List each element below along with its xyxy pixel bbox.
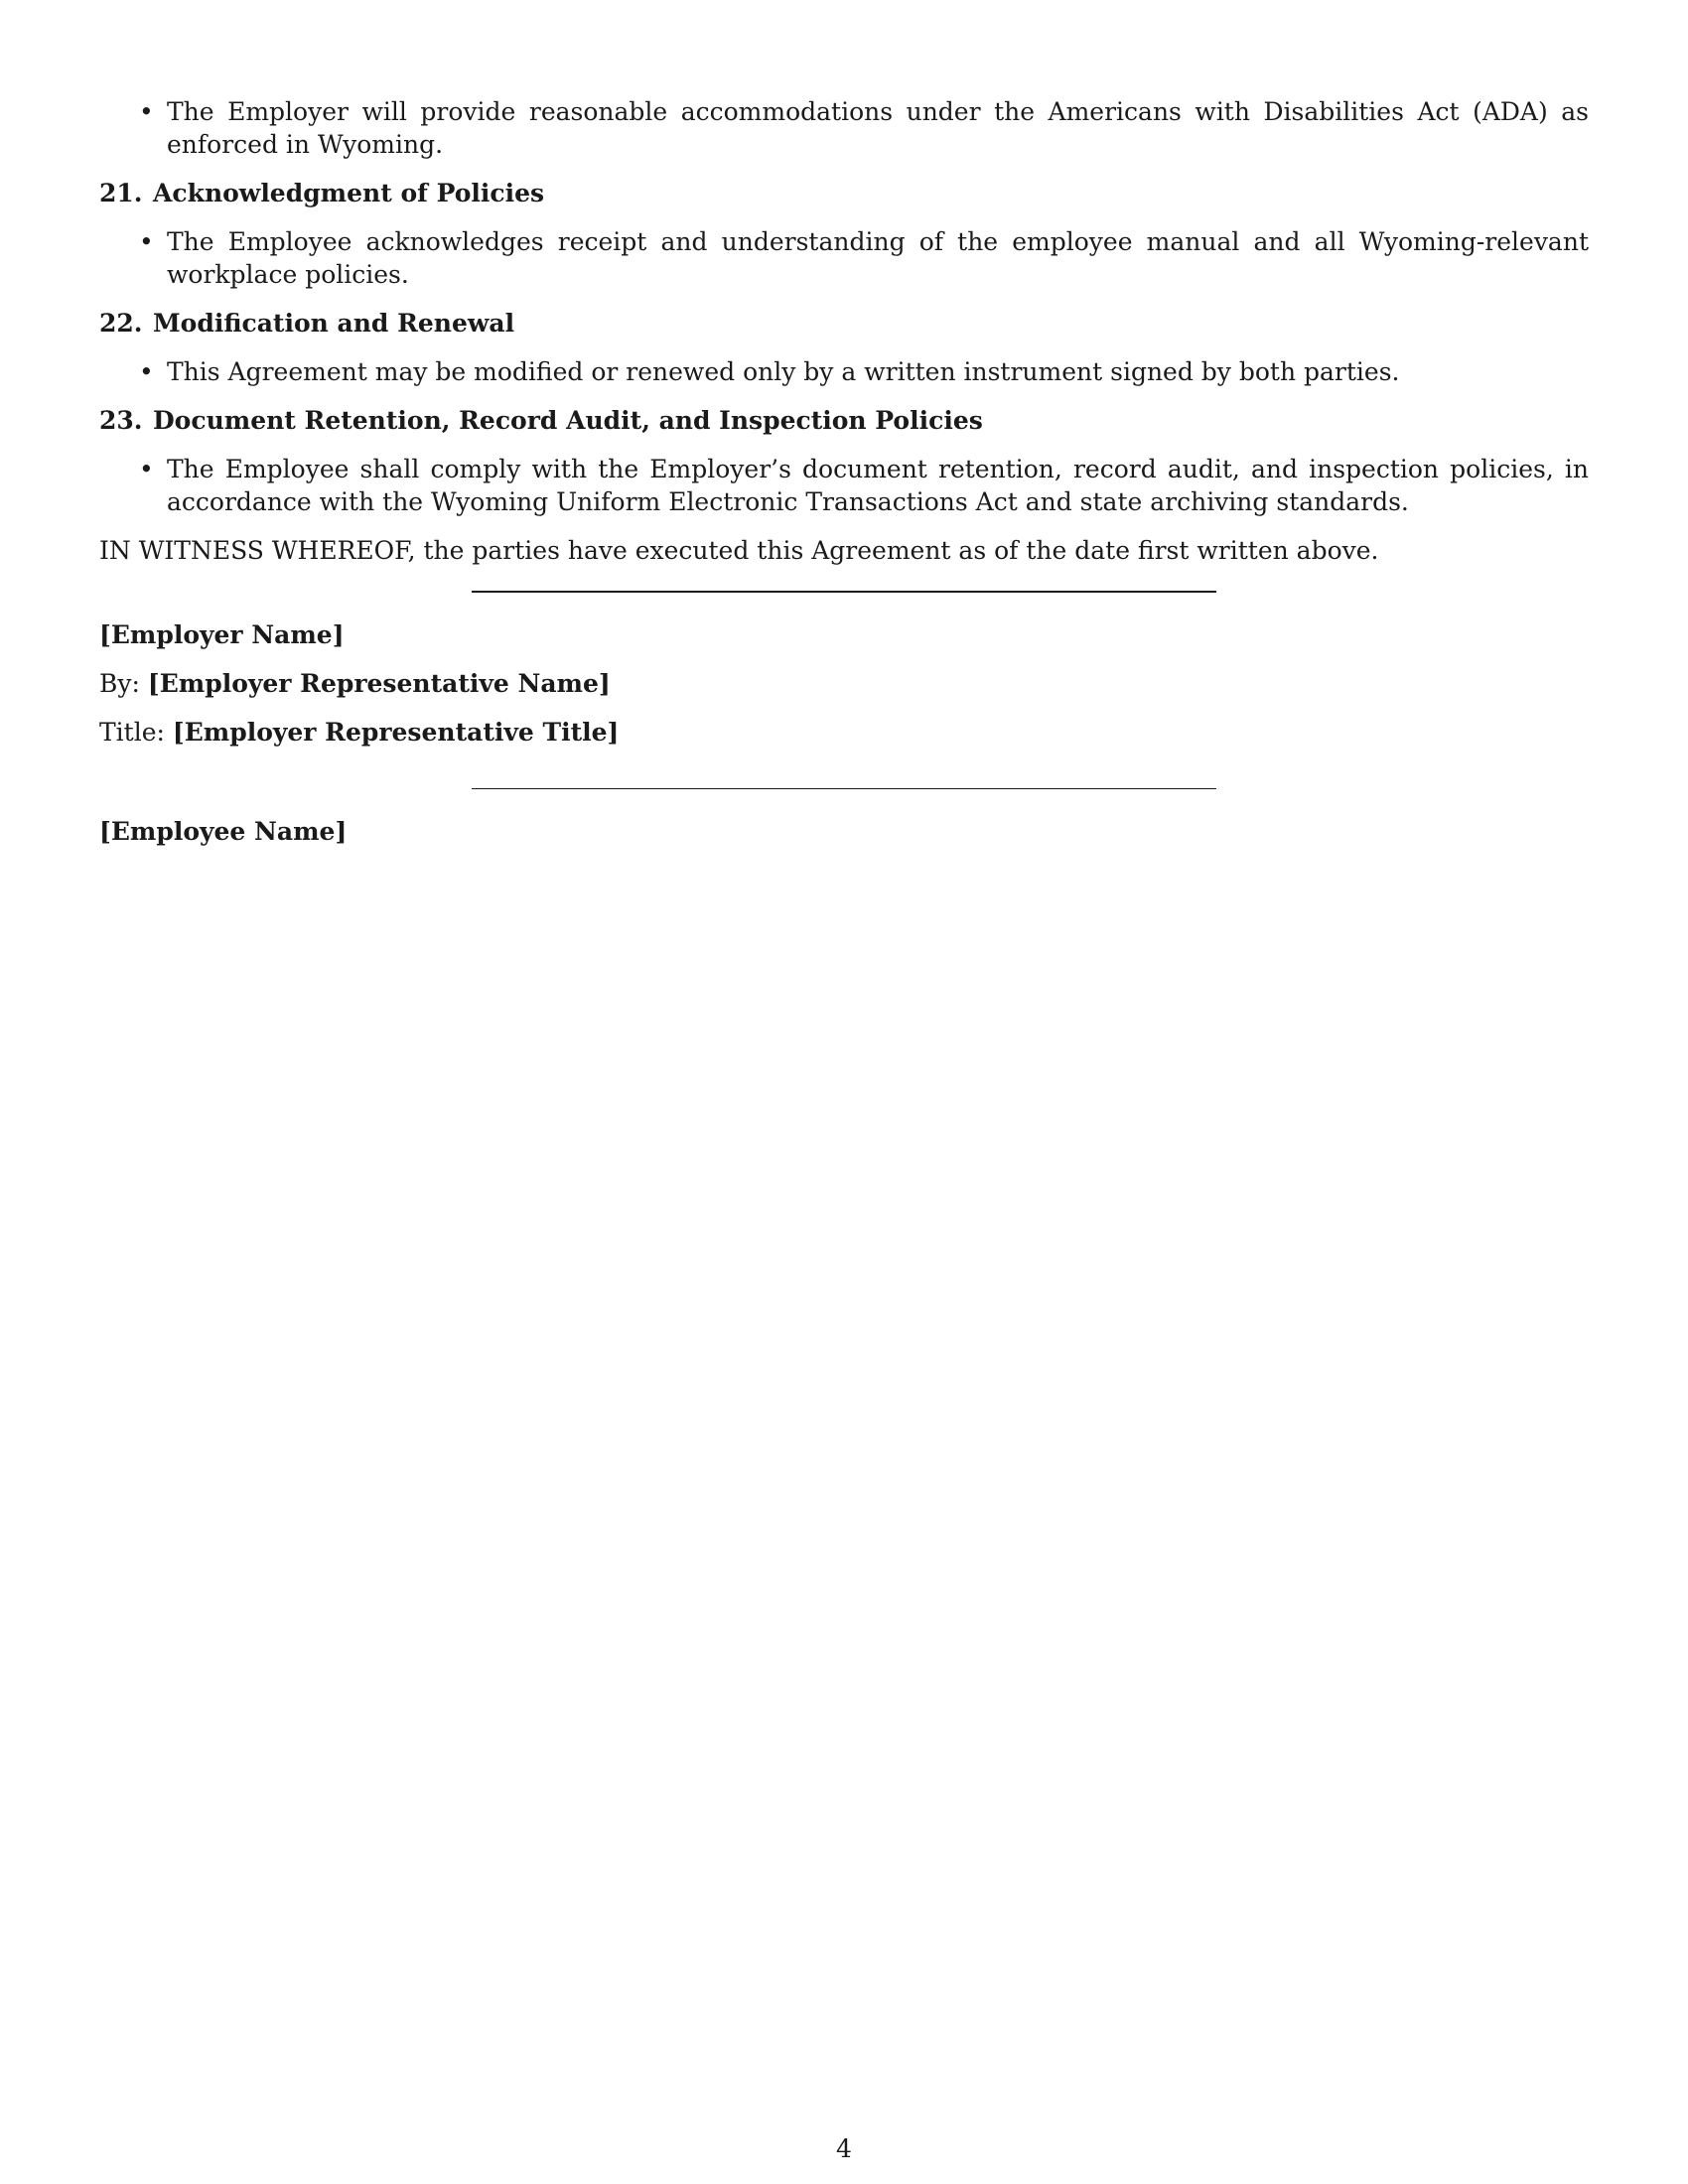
bullet-text: The Employer will provide reasonable accommodations under the Americans with Disabilities Act (ADA) as enforced in Wyoming.	[167, 97, 1589, 159]
section-number: 21.	[99, 179, 143, 207]
employer-title-field	[99, 716, 1589, 749]
employee-name: [Employee Name]	[99, 817, 348, 846]
by-label: By:	[99, 669, 140, 698]
list-item	[99, 95, 1589, 161]
title-label: Title:	[99, 718, 165, 747]
document-page	[99, 95, 1589, 848]
bullet-text: This Agreement may be modified or renewed only by a written instrument signed by both parties.	[167, 357, 1400, 386]
section-23-bullets	[99, 453, 1589, 518]
bullet-marker: •	[139, 357, 154, 386]
section-heading-22	[99, 307, 1589, 340]
page-number: 4	[836, 2134, 852, 2163]
bullet-marker: •	[139, 97, 154, 126]
section-heading-21	[99, 177, 1589, 209]
employer-representative-title: [Employer Representative Title]	[172, 718, 620, 747]
bullet-text: The Employee shall comply with the Employer’s document retention, record audit, and inspection policies, in accordance with the Wyoming Uniform Electronic Transactions Act and state archiving standards.	[167, 455, 1589, 516]
section-number: 23.	[99, 406, 143, 435]
employer-name: [Employer Name]	[99, 620, 345, 649]
bullet-marker: •	[139, 455, 154, 483]
section-heading-23	[99, 404, 1589, 437]
employer-representative-field	[99, 667, 1589, 700]
section-22-bullets	[99, 355, 1589, 388]
bullet-marker: •	[139, 227, 154, 256]
list-item	[99, 453, 1589, 518]
list-item	[99, 225, 1589, 291]
bullet-text: The Employee acknowledges receipt and understanding of the employee manual and all Wyoming-relevant workplace policies.	[167, 227, 1589, 289]
witness-clause: IN WITNESS WHEREOF, the parties have executed this Agreement as of the date first written above.	[99, 536, 1379, 565]
list-item	[99, 355, 1589, 388]
employer-representative-name: [Employer Representative Name]	[147, 669, 611, 698]
section-title: Modification and Renewal	[153, 309, 515, 338]
section-title: Document Retention, Record Audit, and Inspection Policies	[153, 406, 983, 435]
section-number: 22.	[99, 309, 143, 338]
employer-signature-line	[472, 591, 1216, 593]
section-title: Acknowledgment of Policies	[153, 179, 545, 207]
section-21-bullets	[99, 225, 1589, 291]
employee-signature-line	[472, 788, 1216, 789]
intro-bullet-list	[99, 95, 1589, 161]
